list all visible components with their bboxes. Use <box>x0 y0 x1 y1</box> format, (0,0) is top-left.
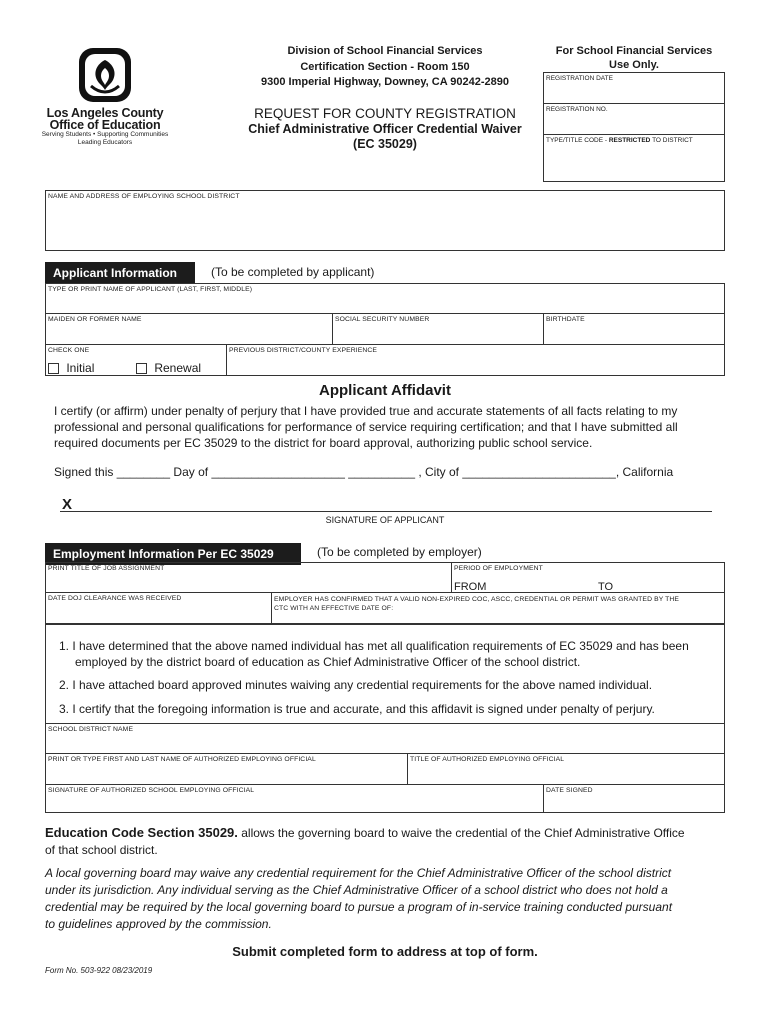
employment-section-heading: Employment Information Per EC 35029 <box>45 543 301 565</box>
office-use-heading <box>543 44 725 72</box>
type-title-label-pre: TYPE/TITLE CODE - <box>546 137 609 144</box>
period-label: PERIOD OF EMPLOYMENT <box>454 565 543 572</box>
doj-clearance-field[interactable] <box>46 593 272 623</box>
type-title-code-field[interactable] <box>544 135 724 181</box>
ec-italic-line4: to guidelines approved by the commission. <box>45 917 272 931</box>
ssn-label: SOCIAL SECURITY NUMBER <box>335 316 430 323</box>
type-title-label-post: TO DISTRICT <box>650 137 693 144</box>
school-district-name-field[interactable] <box>46 723 724 754</box>
form-subtitle: Chief Administrative Officer Credential Waiver <box>248 122 522 136</box>
type-title-label-restricted: RESTRICTED <box>608 137 651 144</box>
signed-this-line[interactable]: Signed this ________ Day of ____________________ __________ , City of _______________________, California <box>54 465 674 479</box>
birthdate-label: BIRTHDATE <box>546 316 585 323</box>
form-title-block <box>220 106 550 152</box>
applicant-section-heading: Applicant Information <box>45 262 195 284</box>
ec-section-text-line1: allows the governing board to waive the credential of the Chief Administrative Office <box>237 826 685 840</box>
employer-confirm-line2: CTC WITH AN EFFECTIVE DATE OF: <box>274 605 394 612</box>
employment-info-grid <box>45 562 725 624</box>
statement-1 <box>59 638 719 670</box>
employer-confirm-line1: EMPLOYER HAS CONFIRMED THAT A VALID NON-EXPIRED COC, ASCC, CREDENTIAL OR PERMIT WAS GRANTED BY THE <box>274 596 679 603</box>
date-signed-field[interactable] <box>544 785 724 812</box>
job-title-label: PRINT TITLE OF JOB ASSIGNMENT <box>48 565 165 572</box>
lacoe-logo-icon <box>77 46 133 104</box>
affidavit-title: Applicant Affidavit <box>319 382 451 399</box>
ec-italic-line2: under its jurisdiction. Any individual serving as the Chief Administrative Officer of a school district who does not hold a <box>45 883 668 897</box>
office-use-heading-line1: For School Financial Services <box>555 45 713 57</box>
ec-section-italic-paragraph <box>45 865 735 933</box>
affidavit-text <box>54 403 724 451</box>
affidavit-line1: I certify (or affirm) under penalty of perjury that I have provided true and accurate statements of all facts relating to my <box>54 404 678 418</box>
district-name-address-label: NAME AND ADDRESS OF EMPLOYING SCHOOL DISTRICT <box>48 193 240 200</box>
official-signature-field[interactable] <box>46 785 544 812</box>
doj-clearance-label: DATE DOJ CLEARANCE WAS RECEIVED <box>48 595 182 602</box>
registration-no-field[interactable] <box>544 104 724 135</box>
statement-2: 2. I have attached board approved minutes waiving any credential requirements for the above named individual. <box>59 678 653 692</box>
employer-confirm-label <box>272 593 681 615</box>
ec-section-heading: Education Code Section 35029. <box>45 825 238 840</box>
ec-italic-line1: A local governing board may waive any credential requirement for the Chief Administrative Officer of the school district <box>45 866 672 880</box>
org-tagline-line2: Leading Educators <box>77 139 133 146</box>
form-title: REQUEST FOR COUNTY REGISTRATION <box>254 106 516 121</box>
renewal-option[interactable] <box>136 361 201 375</box>
ec-section-text-line2: of that school district. <box>45 843 158 857</box>
from-label: FROM <box>454 581 487 593</box>
applicant-signature-label: SIGNATURE OF APPLICANT <box>325 515 445 525</box>
affidavit-line2: professional and personal qualifications for performance of service requiring certification; and that I have submitted all <box>54 420 678 434</box>
office-use-box <box>543 72 725 182</box>
submit-instruction: Submit completed form to address at top of form. <box>232 944 538 959</box>
official-name-label: PRINT OR TYPE FIRST AND LAST NAME OF AUTHORIZED EMPLOYING OFFICIAL <box>48 756 316 763</box>
district-name-address-field[interactable] <box>45 190 725 251</box>
affidavit-line3: required documents per EC 35029 to the district for board approval, authorizing public school service. <box>54 436 593 450</box>
office-use-heading-line2: Use Only. <box>609 59 659 71</box>
official-title-label: TITLE OF AUTHORIZED EMPLOYING OFFICIAL <box>410 756 565 763</box>
statement-1-line1: 1. I have determined that the above named individual has met all qualification requirements of EC 35029 and has been <box>59 639 689 653</box>
statement-1-line2: employed by the district board of education as Chief Administrative Officer of the school district. <box>75 655 581 669</box>
applicant-name-field[interactable] <box>46 284 724 314</box>
applicant-info-grid <box>45 283 725 376</box>
official-signature-label: SIGNATURE OF AUTHORIZED SCHOOL EMPLOYING OFFICIAL <box>48 787 255 794</box>
date-signed-label: DATE SIGNED <box>546 787 593 794</box>
maiden-name-field[interactable] <box>46 314 333 345</box>
initial-label: Initial <box>66 361 95 375</box>
applicant-name-label: TYPE OR PRINT NAME OF APPLICANT (LAST, FIRST, MIDDLE) <box>48 286 253 293</box>
birthdate-field[interactable] <box>544 314 724 345</box>
ec-italic-line3: credential may be required by the local governing board to pursue a program of in-service training conducted pursuant <box>45 900 673 914</box>
renewal-label: Renewal <box>154 361 202 375</box>
applicant-section-note: (To be completed by applicant) <box>211 265 375 279</box>
initial-checkbox[interactable] <box>48 363 59 374</box>
official-name-field[interactable] <box>46 754 408 785</box>
form-number: Form No. 503-922 08/23/2019 <box>45 966 153 975</box>
period-of-employment-field[interactable] <box>452 563 724 593</box>
org-name <box>40 107 170 131</box>
applicant-signature-line[interactable] <box>60 511 712 512</box>
to-label: TO <box>598 581 614 593</box>
employment-section-note: (To be completed by employer) <box>317 545 482 559</box>
org-tagline <box>40 131 170 147</box>
header-section: Certification Section - Room 150 <box>300 60 470 73</box>
org-tagline-line1: Serving Students • Supporting Communities <box>41 131 169 138</box>
employer-confirm-field[interactable] <box>272 593 724 623</box>
job-title-field[interactable] <box>46 563 452 593</box>
registration-date-label: REGISTRATION DATE <box>546 75 613 82</box>
previous-experience-label: PREVIOUS DISTRICT/COUNTY EXPERIENCE <box>229 347 378 354</box>
org-name-line1: Los Angeles County <box>46 106 164 120</box>
initial-option[interactable] <box>48 361 94 375</box>
signature-x-mark: X <box>62 496 73 513</box>
check-one-cell <box>46 345 227 375</box>
header-address: 9300 Imperial Highway, Downey, CA 90242-2890 <box>260 76 510 88</box>
school-district-name-label: SCHOOL DISTRICT NAME <box>48 726 134 733</box>
official-title-field[interactable] <box>408 754 724 785</box>
check-one-label: CHECK ONE <box>48 347 90 354</box>
form-code: (EC 35029) <box>353 137 417 151</box>
statement-3: 3. I certify that the foregoing information is true and accurate, and this affidavit is signed under penalty of perjury. <box>59 702 655 716</box>
header-division: Division of School Financial Services <box>287 45 483 57</box>
header-address-block <box>250 44 520 91</box>
renewal-checkbox[interactable] <box>136 363 147 374</box>
registration-no-label: REGISTRATION NO. <box>546 106 608 113</box>
previous-experience-field[interactable] <box>227 345 724 375</box>
employer-certification-block <box>45 624 725 813</box>
ec-section-paragraph <box>45 824 735 859</box>
ssn-field[interactable] <box>333 314 544 345</box>
maiden-name-label: MAIDEN OR FORMER NAME <box>48 316 142 323</box>
org-name-line2: Office of Education <box>49 118 161 132</box>
registration-date-field[interactable] <box>544 73 724 104</box>
